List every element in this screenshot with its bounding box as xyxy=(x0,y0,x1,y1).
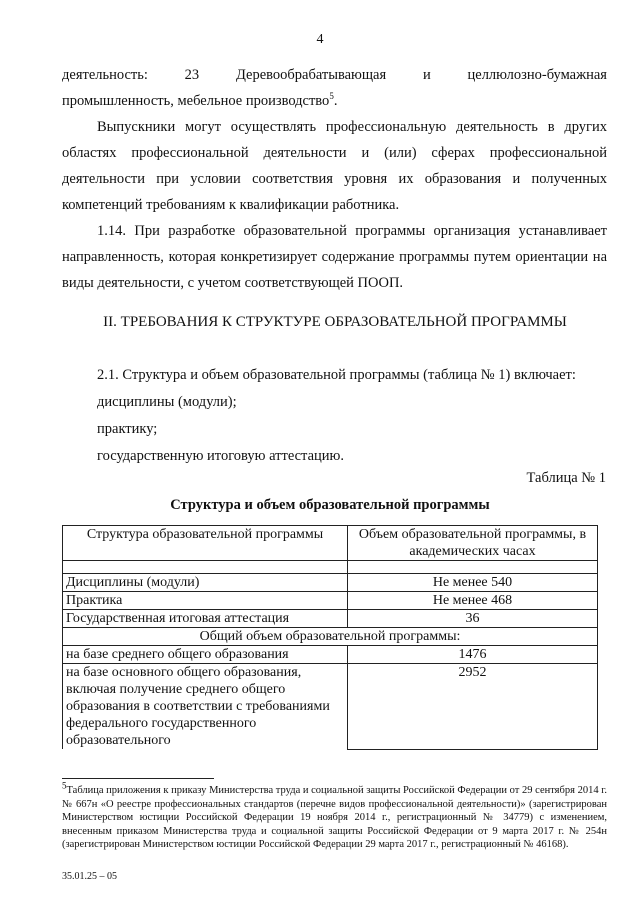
intro-line-2: промышленность, мебельное производство$^5$. xyxy=(62,91,338,109)
section-heading: II. ТРЕБОВАНИЯ К СТРУКТУРЕ ОБРАЗОВАТЕЛЬНОЙ ПРОГРАММЫ xyxy=(103,314,567,330)
table-cell-value: 2952 xyxy=(348,664,598,750)
intro-word: целлюлозно-бумажная xyxy=(467,67,607,83)
table-row xyxy=(63,592,598,610)
table-label: Таблица № 1 xyxy=(526,470,606,486)
paragraph-1-14 xyxy=(62,218,607,296)
page-number: 4 xyxy=(316,32,324,47)
intro-text: промышленность, мебельное производство xyxy=(62,93,330,109)
intro-word: 23 xyxy=(184,67,200,83)
list-item: практику; xyxy=(97,421,158,437)
paragraph-graduates xyxy=(62,114,607,218)
table-cell-value: 36 xyxy=(348,610,598,628)
intro-word: и xyxy=(422,67,431,83)
table-header-cell: Объем образовательной программы, в академических часах xyxy=(348,526,598,561)
footnote xyxy=(62,780,607,852)
table-header-row xyxy=(63,526,598,561)
intro-word: деятельность: xyxy=(62,67,148,83)
table-cell-value: Не менее 468 xyxy=(348,592,598,610)
spacer-cell xyxy=(348,561,598,574)
table-header-cell: Структура образовательной программы xyxy=(63,526,348,561)
table-row xyxy=(63,664,598,750)
footnote-ref[interactable]: 5 xyxy=(329,91,334,102)
table-cell-name: на базе основного общего образования, включая получение среднего общего образования в соответствии с требованиями федерального государственного образовательного xyxy=(63,664,348,750)
document-code: 35.01.25 – 05 xyxy=(62,871,117,882)
footnote-marker: 5 xyxy=(62,780,67,791)
list-item: дисциплины (модули); xyxy=(97,394,237,410)
table-row xyxy=(63,610,598,628)
paragraph-2-1: 2.1. Структура и объем образовательной программы (таблица № 1) включает: xyxy=(97,367,576,383)
structure-table xyxy=(62,525,598,750)
intro-word: Деревообрабатывающая xyxy=(235,67,387,83)
table-total-label: Общий объем образовательной программы: xyxy=(63,628,598,646)
paragraph-text: 1.14. При разработке образовательной программы организация устанавливает направленность, которая конкретизирует содержание программы путем ориентации на виды деятельности, с учетом соответствующей ПООП. xyxy=(62,223,607,291)
table-spacer-row xyxy=(63,561,598,574)
footnote-divider xyxy=(62,778,214,779)
table-total-label-row xyxy=(63,628,598,646)
intro-line-1 xyxy=(62,62,607,88)
table-row xyxy=(63,574,598,592)
table-cell-name: Практика xyxy=(63,592,348,610)
table-row xyxy=(63,646,598,664)
table-cell-name: Государственная итоговая аттестация xyxy=(63,610,348,628)
table-cell-value: Не менее 540 xyxy=(348,574,598,592)
table-cell-name: Дисциплины (модули) xyxy=(63,574,348,592)
list-item: государственную итоговую аттестацию. xyxy=(97,448,344,464)
table-title: Структура и объем образовательной программы xyxy=(170,497,490,513)
paragraph-text: Выпускники могут осуществлять профессиональную деятельность в других областях профессиональной деятельности и (или) сферах профессиональной деятельности при условии соответствия уровня их образования и полученных компетенций требованиям к квалификации работника. xyxy=(62,119,607,213)
footnote-text: Таблица приложения к приказу Министерства труда и социальной защиты Российской Федерации от 29 сентября 2014 г. № 667н «О реестре профессиональных стандартов (перечне видов профессиональной деятельности)» (зарегистрирован Министерством юстиции Российской Федерации 19 ноября 2014 г., регистрационный № 34779) с изменением, внесенным приказом Министерства труда и социальной защиты Российской Федерации от 9 марта 2017 г. № 254н (зарегистрирован Министерством юстиции Российской Федерации 29 марта 2017 г., регистрационный № 46168). xyxy=(62,785,607,850)
table-cell-name: на базе среднего общего образования xyxy=(63,646,348,664)
table-cell-value: 1476 xyxy=(348,646,598,664)
spacer-cell xyxy=(63,561,348,574)
